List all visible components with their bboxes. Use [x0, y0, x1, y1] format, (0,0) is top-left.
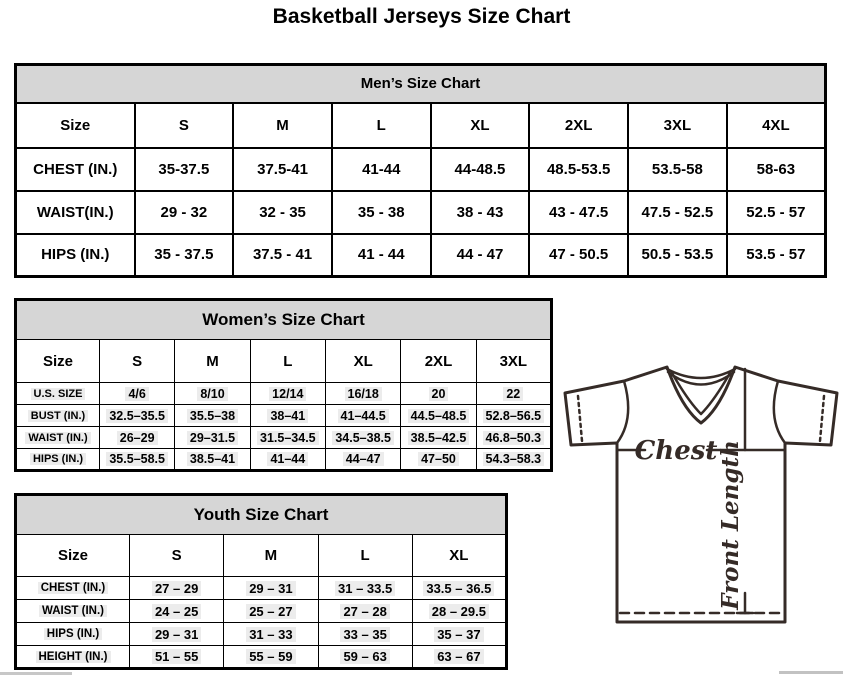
women-value-cell: [250, 383, 325, 405]
men-value-cell: [628, 234, 727, 277]
men-value-text: 35 - 37.5: [154, 246, 214, 264]
women-row-label-text: WAIST (IN.): [25, 432, 90, 444]
men-value-text: 47.5 - 52.5: [641, 203, 714, 221]
men-value-text: 32 - 35: [259, 203, 306, 221]
men-value-cell: [529, 191, 628, 234]
youth-row-label-text: WAIST (IN.): [39, 605, 107, 617]
women-value-cell: [401, 427, 476, 449]
women-value-text: 46.8–50.3: [483, 431, 545, 445]
women-value-text: 35.5–38: [187, 409, 238, 423]
men-value-text: 53.5-58: [651, 160, 703, 178]
youth-value-cell: [130, 646, 224, 669]
women-size-header-row: [16, 340, 552, 383]
women-value-text: 32.5–35.5: [106, 409, 168, 423]
women-value-text: 12/14: [269, 387, 306, 401]
women-size-header-2xl: 2XL: [401, 340, 476, 383]
youth-size-header-s: S: [130, 535, 224, 577]
women-value-text: 29–31.5: [187, 431, 238, 445]
youth-size-corner-label: Size: [16, 535, 130, 577]
women-value-cell: [325, 383, 400, 405]
women-value-cell: [325, 449, 400, 471]
men-value-cell: [727, 234, 826, 277]
youth-row-label-text: HIPS (IN.): [44, 628, 102, 640]
men-value-text: 47 - 50.5: [549, 246, 609, 264]
youth-value-cell: [412, 623, 506, 646]
women-value-cell: [100, 427, 175, 449]
jersey-measurement-diagram: [560, 363, 843, 663]
women-value-cell: [476, 449, 551, 471]
women-value-text: 44.5–48.5: [408, 409, 470, 423]
youth-value-cell: [130, 600, 224, 623]
women-row-label-text: BUST (IN.): [28, 410, 88, 422]
women-measurement-row: [16, 449, 552, 471]
youth-row-label-text: CHEST (IN.): [38, 582, 109, 594]
women-value-cell: [100, 449, 175, 471]
men-row-label: [16, 148, 135, 191]
mens-size-chart-table: [14, 63, 827, 278]
youth-value-text: 24 – 25: [152, 604, 201, 619]
youth-value-cell: [318, 600, 412, 623]
women-value-cell: [476, 383, 551, 405]
youth-value-cell: [412, 577, 506, 600]
youth-value-text: 63 – 67: [434, 649, 483, 664]
men-size-header-4xl: 4XL: [727, 103, 826, 148]
youth-size-chart-table: [14, 493, 508, 670]
women-value-text: 47–50: [418, 452, 459, 466]
men-value-text: 53.5 - 57: [746, 246, 806, 264]
women-value-cell: [175, 427, 250, 449]
women-value-text: 38–41: [267, 409, 308, 423]
men-size-header-m: M: [233, 103, 332, 148]
men-size-header-3xl: 3XL: [628, 103, 727, 148]
youth-measurement-row: [16, 623, 507, 646]
men-value-cell: [233, 234, 332, 277]
youth-value-cell: [224, 577, 318, 600]
men-value-cell: [332, 234, 431, 277]
women-value-cell: [476, 405, 551, 427]
men-row-label: [16, 234, 135, 277]
men-size-header-l: L: [332, 103, 431, 148]
men-size-header-s: S: [135, 103, 234, 148]
youth-value-cell: [224, 623, 318, 646]
men-value-cell: [233, 191, 332, 234]
youth-value-text: 27 – 29: [152, 581, 201, 596]
men-value-cell: [431, 148, 530, 191]
men-value-text: 35-37.5: [158, 160, 210, 178]
youth-value-text: 33 – 35: [340, 627, 389, 642]
women-value-cell: [401, 405, 476, 427]
women-value-text: 34.5–38.5: [332, 431, 394, 445]
men-size-header-2xl: 2XL: [529, 103, 628, 148]
women-value-cell: [325, 405, 400, 427]
women-value-cell: [250, 427, 325, 449]
youth-measurement-row: [16, 646, 507, 669]
youth-value-text: 31 – 33.5: [335, 581, 395, 596]
youth-value-text: 35 – 37: [434, 627, 483, 642]
chest-label: Chest: [634, 436, 718, 466]
youth-measurement-row: [16, 577, 507, 600]
men-value-text: 37.5 - 41: [252, 246, 313, 264]
women-value-cell: [250, 449, 325, 471]
youth-value-text: 25 – 27: [246, 604, 295, 619]
women-value-cell: [250, 405, 325, 427]
women-size-header-l: L: [250, 340, 325, 383]
youth-table-title: Youth Size Chart: [16, 495, 507, 535]
womens-size-chart-table: [14, 298, 553, 472]
women-value-text: 41–44: [267, 452, 308, 466]
women-value-text: 35.5–58.5: [106, 452, 168, 466]
men-value-cell: [135, 148, 234, 191]
front-length-label: Front Length: [717, 440, 744, 610]
youth-size-header-row: [16, 535, 507, 577]
women-measurement-row: [16, 427, 552, 449]
youth-value-cell: [130, 577, 224, 600]
men-value-cell: [233, 148, 332, 191]
men-size-corner-label: Size: [16, 103, 135, 148]
women-size-header-xl: XL: [325, 340, 400, 383]
men-value-text: 38 - 43: [456, 203, 504, 221]
women-table-title: Women’s Size Chart: [16, 300, 552, 340]
men-value-text: 48.5-53.5: [546, 160, 611, 178]
men-value-cell: [727, 148, 826, 191]
youth-value-cell: [224, 600, 318, 623]
women-size-header-m: M: [175, 340, 250, 383]
men-measurement-row: [16, 191, 826, 234]
men-value-text: 41 - 44: [357, 246, 405, 264]
youth-size-header-l: L: [318, 535, 412, 577]
women-row-label: [16, 449, 100, 471]
men-value-text: 44 - 47: [456, 246, 504, 264]
youth-value-text: 33.5 – 36.5: [423, 581, 494, 596]
men-size-header-xl: XL: [431, 103, 530, 148]
men-value-cell: [135, 191, 234, 234]
youth-value-cell: [412, 600, 506, 623]
youth-value-cell: [318, 646, 412, 669]
women-value-text: 38.5–42.5: [408, 431, 470, 445]
women-value-text: 20: [429, 387, 449, 401]
women-value-text: 16/18: [345, 387, 382, 401]
men-value-cell: [529, 148, 628, 191]
men-value-cell: [628, 191, 727, 234]
men-value-text: 43 - 47.5: [549, 203, 609, 221]
men-value-cell: [135, 234, 234, 277]
women-value-cell: [175, 449, 250, 471]
women-measurement-row: [16, 405, 552, 427]
men-value-text: 50.5 - 53.5: [641, 246, 714, 264]
women-size-header-s: S: [100, 340, 175, 383]
men-value-cell: [628, 148, 727, 191]
women-value-cell: [100, 383, 175, 405]
women-value-text: 44–47: [343, 452, 384, 466]
men-value-text: 37.5-41: [257, 160, 308, 178]
men-row-label: [16, 191, 135, 234]
women-value-text: 52.8–56.5: [483, 409, 545, 423]
women-value-text: 8/10: [197, 387, 227, 401]
women-row-label: [16, 427, 100, 449]
men-value-cell: [431, 234, 530, 277]
women-size-header-3xl: 3XL: [476, 340, 551, 383]
youth-value-text: 51 – 55: [152, 649, 201, 664]
men-value-text: 52.5 - 57: [746, 203, 806, 221]
men-value-text: 35 - 38: [357, 203, 405, 221]
men-value-text: 29 - 32: [160, 203, 208, 221]
men-measurement-row: [16, 148, 826, 191]
youth-value-cell: [318, 623, 412, 646]
women-value-text: 38.5–41: [187, 452, 238, 466]
men-row-label-text: HIPS (IN.): [41, 246, 110, 264]
youth-row-label: [16, 646, 130, 669]
youth-row-label-text: HEIGHT (IN.): [36, 651, 111, 663]
page-title: Basketball Jerseys Size Chart: [272, 5, 571, 28]
youth-value-text: 28 – 29.5: [429, 604, 489, 619]
women-row-label: [16, 383, 100, 405]
men-value-cell: [431, 191, 530, 234]
women-value-cell: [476, 427, 551, 449]
men-value-cell: [727, 191, 826, 234]
horizontal-scrollbar-fragment-left[interactable]: [0, 672, 72, 675]
jersey-outline-icon: [560, 363, 843, 663]
youth-measurement-row: [16, 600, 507, 623]
women-row-label: [16, 405, 100, 427]
women-value-text: 41–44.5: [338, 409, 389, 423]
youth-value-text: 27 – 28: [340, 604, 389, 619]
women-value-cell: [175, 383, 250, 405]
youth-value-text: 29 – 31: [152, 627, 201, 642]
men-value-text: 44-48.5: [454, 160, 506, 178]
youth-value-text: 29 – 31: [246, 581, 295, 596]
women-size-corner-label: Size: [16, 340, 100, 383]
women-value-text: 26–29: [117, 431, 158, 445]
men-row-label-text: CHEST (IN.): [33, 160, 118, 178]
women-value-text: 4/6: [125, 387, 148, 401]
men-value-cell: [332, 148, 431, 191]
women-value-cell: [325, 427, 400, 449]
men-value-text: 41-44: [362, 160, 401, 178]
youth-size-header-xl: XL: [412, 535, 506, 577]
youth-value-cell: [318, 577, 412, 600]
women-value-cell: [401, 449, 476, 471]
women-row-label-text: HIPS (IN.): [30, 453, 86, 465]
youth-value-cell: [412, 646, 506, 669]
youth-size-header-m: M: [224, 535, 318, 577]
youth-value-cell: [130, 623, 224, 646]
men-table-title: Men’s Size Chart: [16, 65, 826, 103]
women-value-text: 22: [503, 387, 523, 401]
women-measurement-row: [16, 383, 552, 405]
women-row-label-text: U.S. SIZE: [31, 388, 86, 400]
youth-value-text: 59 – 63: [340, 649, 389, 664]
men-value-text: 58-63: [756, 160, 796, 178]
youth-value-text: 31 – 33: [246, 627, 295, 642]
women-value-text: 54.3–58.3: [483, 452, 545, 466]
youth-value-cell: [224, 646, 318, 669]
youth-row-label: [16, 577, 130, 600]
youth-row-label: [16, 600, 130, 623]
men-value-cell: [529, 234, 628, 277]
men-value-cell: [332, 191, 431, 234]
women-value-cell: [100, 405, 175, 427]
men-row-label-text: WAIST(IN.): [36, 203, 114, 221]
men-size-header-row: [16, 103, 826, 148]
men-measurement-row: [16, 234, 826, 277]
horizontal-scrollbar-fragment-right[interactable]: [779, 671, 843, 674]
youth-value-text: 55 – 59: [246, 649, 295, 664]
women-value-cell: [401, 383, 476, 405]
women-value-text: 31.5–34.5: [257, 431, 319, 445]
youth-row-label: [16, 623, 130, 646]
women-value-cell: [175, 405, 250, 427]
